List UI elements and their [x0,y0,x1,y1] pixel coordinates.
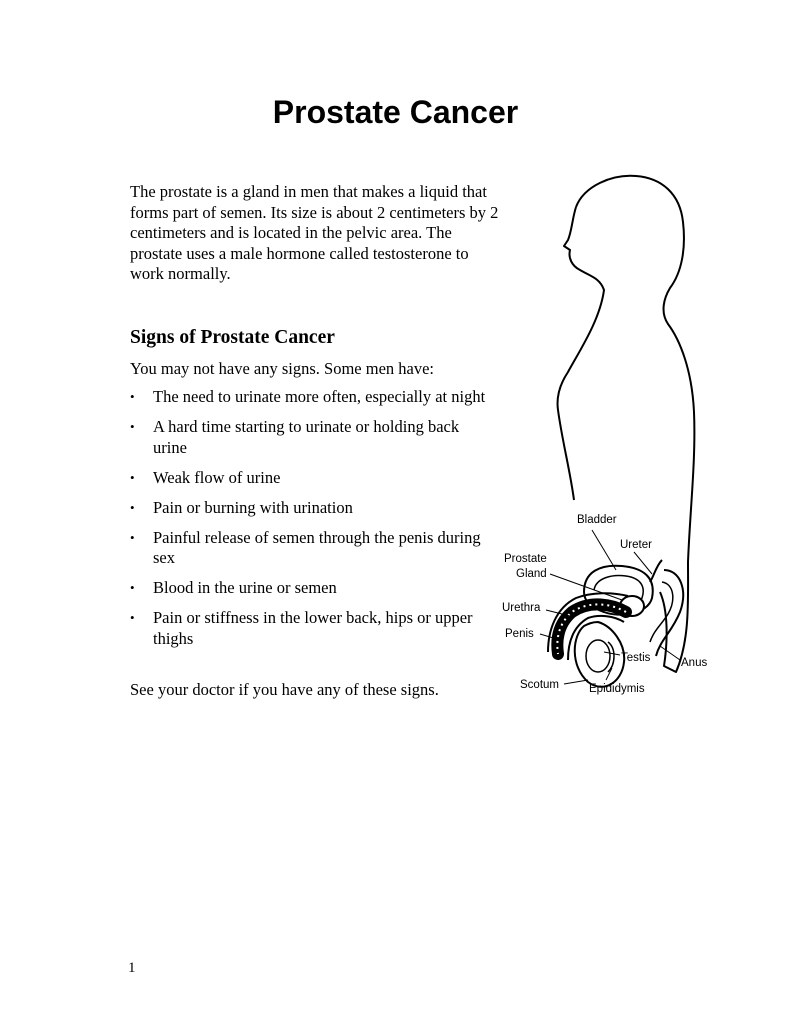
closing-text: See your doctor if you have any of these signs. [130,680,439,699]
ureter-tube [650,560,662,582]
testis-shape [586,640,610,672]
bullet-icon: • [130,580,135,595]
label-bladder: Bladder [577,514,617,526]
sign-text: Painful release of semen through the penis during sex [153,527,481,567]
bullet-icon: • [130,419,135,434]
bullet-icon: • [130,529,135,545]
label-penis: Penis [505,628,534,640]
sign-text: The need to urinate more often, especially at night [153,387,486,406]
rectum-shape [656,570,683,656]
section-heading: Signs of Prostate Cancer [130,327,335,348]
label-urethra: Urethra [502,602,541,614]
page-number: 1 [128,960,136,976]
bullet-icon: • [130,610,135,625]
page-title: Prostate Cancer [272,94,519,130]
label-scrotum: Scotum [520,679,559,691]
sign-text: Weak flow of urine [153,467,281,487]
label-prostate: Prostate [504,553,547,565]
signs-lead-text: You may not have any signs. Some men have: [130,359,435,378]
sign-text: Pain or stiffness in the lower back, hips or upper thighs [153,608,473,648]
sign-text: Blood in the urine or semen [153,578,337,597]
label-epididymis: Epididymis [589,683,645,695]
bullet-icon: • [130,389,135,404]
label-testis: Testis [621,652,651,664]
sign-text: Pain or burning with urination [153,497,353,517]
label-anus: Anus [681,657,708,669]
intro-paragraph: The prostate is a gland in men that makes a liquid that forms part of semen. Its size is about 2 centimeters by 2 centimeters and is located in the pelvic area. The prostate uses a male hormone called testosterone to work normally. [130,182,499,283]
face-profile [557,207,604,500]
bullet-icon: • [130,499,135,515]
label-gland: Gland [516,568,547,580]
label-ureter: Ureter [620,539,652,551]
bullet-icon: • [130,469,135,485]
sign-text: A hard time starting to urinate or holding back urine [153,417,460,457]
